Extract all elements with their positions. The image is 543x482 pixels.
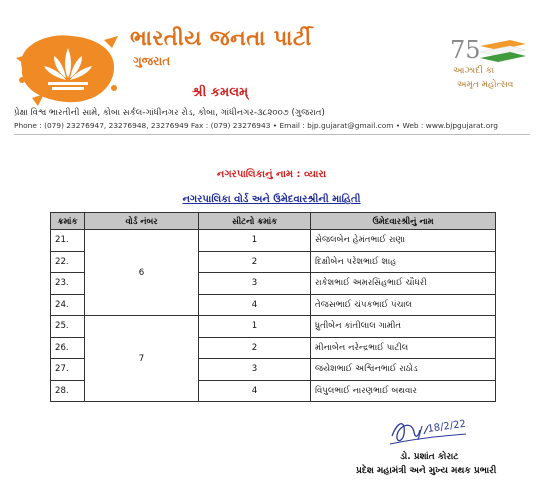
candidate-name-cell: જયેશભાઈ અશ્વિનભાઈ રાઠોડ (311, 359, 496, 381)
header-candidate: ઉમેદવારશ્રીનું નામ (311, 213, 496, 230)
municipality-heading: નગરપાલિકાનું નામ : વ્યારા (216, 169, 327, 180)
badge-line-2: અમૃત મહોત્સવ (457, 80, 514, 90)
header-seat: સીટનો ક્રમાંક (199, 213, 311, 230)
serial-cell: 21. (51, 230, 85, 252)
seat-cell: 1 (199, 230, 311, 252)
ward-cell: 7 (85, 316, 199, 402)
office-address: પ્રેક્ષા વિશ્વ ભારતીની સામે, કોબા સર્કલ-ગાંધીનગર રોડ, કોબા, ગાંધીનગર-૩૮૨૦૦૭ (ગુજરાત) (14, 108, 325, 118)
ward-cell: 6 (85, 230, 199, 316)
serial-cell: 23. (51, 273, 85, 295)
serial-cell: 25. (51, 316, 85, 338)
seat-cell: 1 (199, 316, 311, 338)
header-divider (14, 134, 530, 135)
table-row (51, 316, 496, 338)
letterhead (0, 0, 543, 108)
candidate-name-cell: મીનાબેન નરેન્દ્રભાઈ પાટીલ (311, 337, 496, 359)
candidate-name-cell: સેજલબેન હેમંતભાઈ રાણા (311, 230, 496, 252)
bjp-lotus-logo-icon (14, 28, 122, 108)
table-header-row (51, 213, 496, 230)
table-row (51, 230, 496, 252)
signature-date: 18/2/22 (426, 418, 467, 435)
party-name: ભારતીય જનતા પાર્ટી (130, 26, 312, 50)
signatory-title: પ્રદેશ મહામંત્રી અને મુખ્ય મથક પ્રભારી (356, 466, 497, 476)
header-ward: વોર્ડ નંબર (85, 213, 199, 230)
candidate-name-cell: દિક્ષીબેન પરેશભાઈ શાહ (311, 251, 496, 273)
candidate-name-cell: વિપુલભાઈ નારણભાઈ બથવાર (311, 380, 496, 402)
serial-cell: 27. (51, 359, 85, 381)
seat-cell: 3 (199, 273, 311, 295)
party-motto: શ્રી કમલમ્ (192, 85, 249, 100)
serial-cell: 26. (51, 337, 85, 359)
candidate-table (50, 212, 496, 402)
serial-cell: 28. (51, 380, 85, 402)
serial-cell: 22. (51, 251, 85, 273)
table-subheading: નગરપાલિકા વોર્ડ અને ઉમેદવારશ્રીની માહિતી (182, 194, 361, 205)
seat-cell: 2 (199, 251, 311, 273)
seat-cell: 4 (199, 294, 311, 316)
contact-line: Phone : (079) 23276947, 23276948, 23276949 Fax : (079) 23276943 • Email : bjp.gujarat@gmail.com • Web : www.bjpgujarat.org (14, 121, 498, 130)
seat-cell: 4 (199, 380, 311, 402)
seat-cell: 3 (199, 359, 311, 381)
badge-line-1: આઝાદી કા (453, 66, 495, 76)
signatory-name: ડો. પ્રશાંત કોરાટ (400, 452, 459, 462)
party-state: ગુજરાત (133, 54, 171, 68)
seat-cell: 2 (199, 337, 311, 359)
badge-number: 75 (450, 36, 481, 64)
candidate-name-cell: તેજસભાઈ ચંપકભાઈ પંચાલ (311, 294, 496, 316)
header-serial: ક્રમાંક (51, 213, 85, 230)
serial-cell: 24. (51, 294, 85, 316)
candidate-name-cell: રાકેશભાઈ અમરસિંહભાઈ ચૌધરી (311, 273, 496, 295)
handwritten-signature (388, 414, 468, 448)
candidate-name-cell: ધ્રુતીબેન કાંતીલાલ ગામીત (311, 316, 496, 338)
